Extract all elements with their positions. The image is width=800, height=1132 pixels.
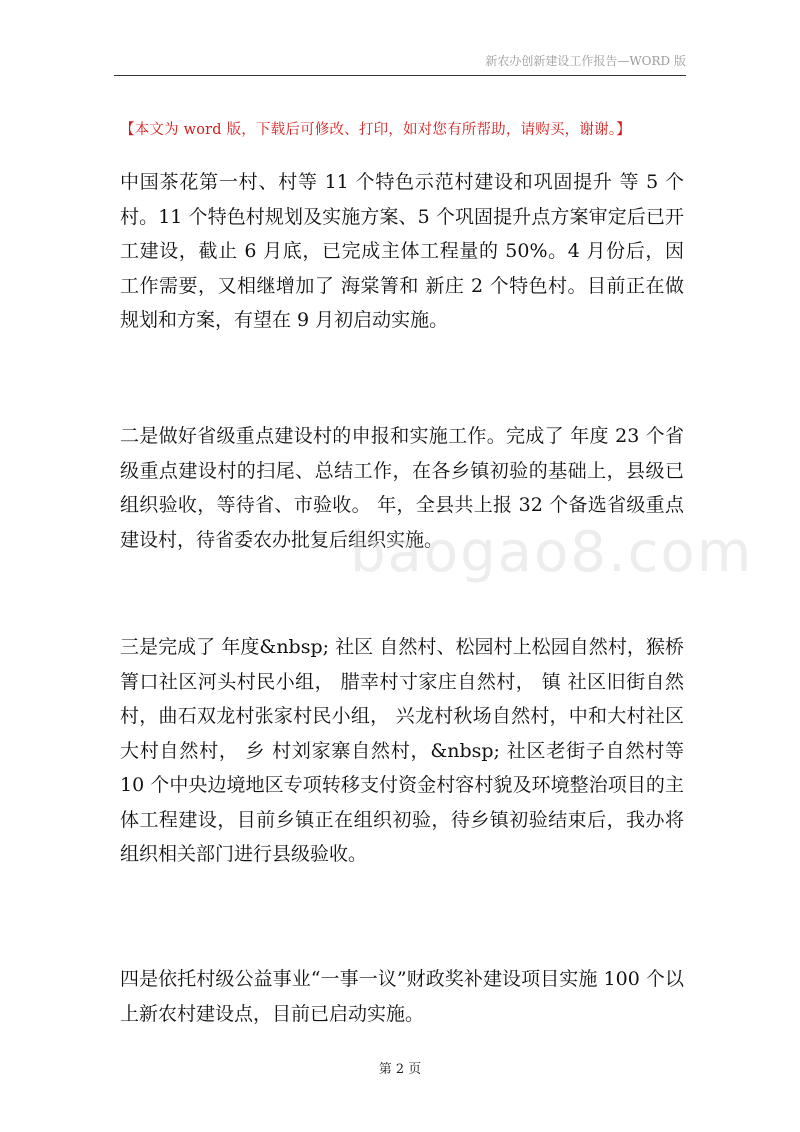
download-notice: 【本文为 word 版，下载后可修改、打印，如对您有所帮助，请购买，谢谢。】: [120, 122, 631, 138]
page-number: 第 2 页: [378, 1062, 422, 1077]
paragraph-4: 四是依托村级公益事业“一事一议”财政奖补建设项目实施 100 个以上新农村建设点，目前已启动实施。: [120, 968, 684, 1025]
running-header: 新农办创新建设工作报告—WORD 版: [485, 54, 686, 68]
header-divider: [114, 75, 686, 76]
watermark: baogao8.com: [350, 520, 754, 585]
paragraph-2: 二是做好省级重点建设村的申报和实施工作。完成了 年度 23 个省级重点建设村的扫尾、总结工作，在各乡镇初验的基础上，县级已组织验收，等待省、市验收。 年，全县共上报 32 个备选省级重点建设村，待省委农办批复后组织实施。: [120, 425, 684, 551]
paragraph-3: 三是完成了 年度&nbsp; 社区 自然村、松园村上松园自然村，猴桥箐口社区河头村民小组， 腊幸村寸家庄自然村， 镇 社区旧街自然村，曲石双龙村张家村民小组， 兴龙村秋场自然村，中和大村社区大村自然村， 乡 村刘家寨自然村，&nbsp; 社区老街子自然村等 10 个中央边境地区专项转移支付资金村容村貌及环境整治项目的主体工程建设，目前乡镇正在组织初验，待乡镇初验结束后，我办将组织相关部门进行县级验收。: [120, 636, 684, 865]
paragraph-1: 中国茶花第一村、村等 11 个特色示范村建设和巩固提升 等 5 个村。11 个特色村规划及实施方案、5 个巩固提升点方案审定后已开工建设，截止 6 月底，已完成主体工程量的 50%。4 月份后，因工作需要，又相继增加了 海棠箐和 新庄 2 个特色村。目前正在做规划和方案，有望在 9 月初启动实施。: [120, 171, 684, 331]
